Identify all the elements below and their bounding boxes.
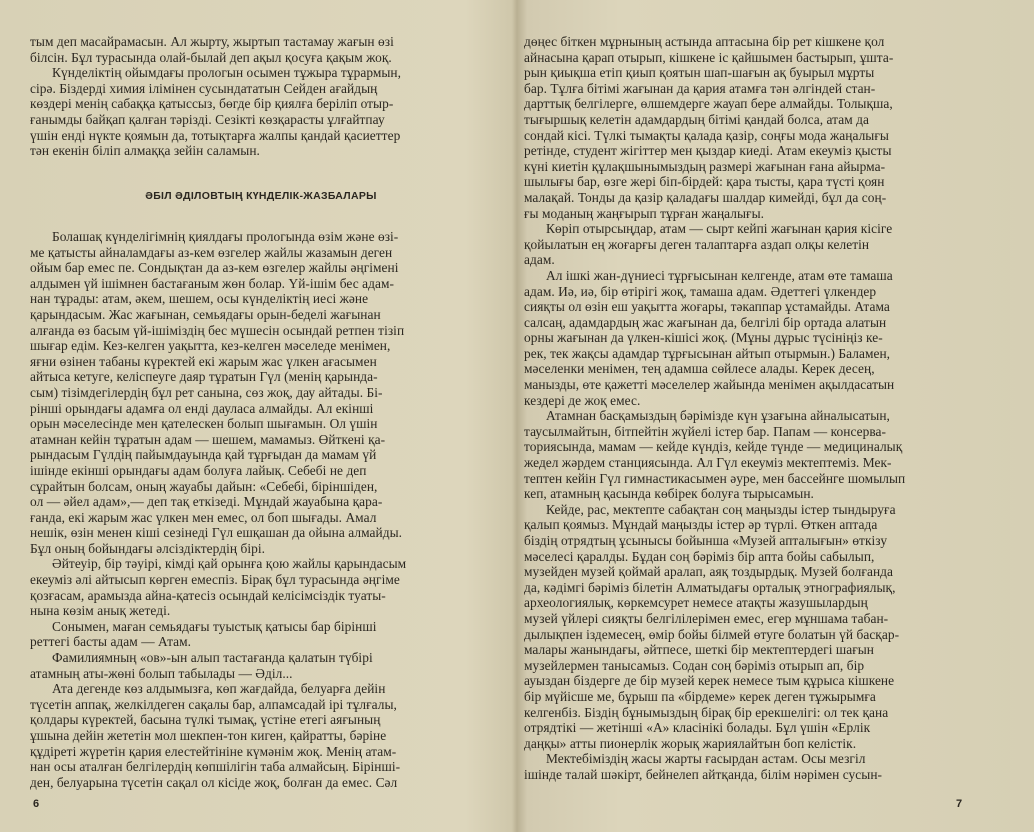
paragraph: Әйтеуір, бір тәуірі, кімді қай орынға қою жайлы қарындасым екеуміз әлі айтысып көрген емеспіз. Бірақ бұл турасында әңгіме қозғасам, арамызда айна-қатесіз осындай келісімсіздік туаты- нына көзім анық жетеді. [30,556,407,619]
left-body [30,229,492,790]
paragraph: Фамилиямның «ов»-ын алып тастағанда қалатын түбірі атамның аты-жөні болып табылады — Әділ... [30,650,373,681]
paragraph: дөңес біткен мұрнының астында аптасына бір рет кішкене қол айнасына қарап отырып, кішкене іс қайшымен бастырып, ұшта- рын қиықша етіп қиып қоятын шап-шағын ақ буырыл мұрты бар. Тұлға бітімі жағынан да қария атамға тән әлгіндей стан- дарттық белгілерге, өлшемдерге жауап бере алмайды. Толықша, тығыршық келетін адамдардың бітімі қандай болса, атам да сондай кісі. Түлкі тымақты қалада қазір, соңғы мода жаңалығы ретінде, студент жігіттер мен қыздар киеді. Атам екеуміз қысты күні киетін құлақшынымыздың размері жағынан ғана айырма- шылығы бар, өзге жері біп-бірдей: қара тысты, қара түсті қоян малақай. Тонды да қазір қаладағы шалдар кимейді, бұл да соң- ғы моданың жаңғырып тұрған жаңалығы. [524,34,894,221]
right-body [524,34,1026,783]
paragraph: Атамнан басқамыздың бәрімізде күн ұзағына айналысатын, таусылмайтын, бітпейтін жүйелі істер бар. Папам — консерва- ториясында, мамам — кейде күндіз, кейде түнде — медициналық жедел жәрдем станциясында. Ал Гүл екеуміз мектептеміз. Мек- тептен кейін Гүл гимнастикасымен әуре, мен бассейнге шомылып кеп, атамның қасында көбірек болуға тырысамын. [524,408,906,502]
paragraph: Сонымен, маған семьядағы туыстық қатысы бар біріншi реттегі басты адам — Атам. [30,618,377,650]
paragraph: тым деп масайрамасын. Ал жырту, жыртып тастамау жағын өзі білсін. Бұл турасында олай-былай деп ақыл қосуға қақым жоқ. [30,34,394,65]
paragraph: Ата дегенде көз алдымызға, көп жағдайда, белуарға дейін түсетін аппақ, желкілдеген сақалы бар, алпамсадай ірі тұлғалы, қолдары күректей, басына түлкі тымақ, үстіне етегі аяғының ұшына дейін жететін мол шекпен-тон киген, қайратты, бәріне құдіреті жүретін қария елестейтініне күмәнім жоқ. Менің атам- нан осы аталған белгілердің көпшілігін таба алмайсың. Біріншi- ден, белуарына түсетін сақал ол кісіде жоқ, болған да емес. Сәл [30,681,401,790]
left-intro [30,34,492,159]
right-page [516,0,1034,832]
left-page [0,0,510,832]
section-heading: ӘБІЛ ӘДІЛОВТЫҢ КҮНДЕЛІК-ЖАЗБАЛАРЫ [145,190,377,202]
paragraph: Ал ішкі жан-дүниесі тұрғысынан келгенде, атам өте тамаша адам. Иә, иә, бір өтірігі жоқ, тамаша адам. Әдеттегі үлкендер сияқты ол өзін еш уақытта жоғары, тәкаппар ұстамайды. Атама салсаң, адамдардың жас жағынан да, белгілі бір ортада алатын орны жағынан да үлкен-кішісі жоқ. (Мұны дұрыс түсініңіз ке- рек, тек жақсы адамдар тұрғысынан айтып отырмын.) Баламен, мәселенки менімен, тең адамша сөйлесе алады. Керек десең, манызды, өте қажетті мәселелер жайында менімен ақылдасатын кездері де жоқ емес. [524,267,895,408]
page-number: 6 [33,798,40,810]
paragraph: Кейде, рас, мектепте сабақтан соң маңызды істер тындыруға қалып қоямыз. Мұндай маңызды істер әр түрлі. Өткен аптада біздің отрядтың ұсынысы бойынша «Музей апталығын» өткізу мәселесі қаралды. Бұдан соң бәріміз бір апта бойы сабылып, музейден музей қоймай аралап, аяқ тоздырдық. Музей болғанда да, кәдімгі бәріміз білетін Алматыдағы орталық этнографиялық, археологиялық, көркемсурет немесе атақты жазушылардың музей үйлері сияқты белгілілерімен емес, егер мұншама табан- дылықпен іздемесең, өмір бойы білмей өтуге болатын үй басқар- малары жанындағы, әйтпесе, шеткі бір мектептердегі шағын музейлермен танысамыз. Содан соң бәріміз отырып ап, бір ауыздан біздерге де бір музей керек немесе тым құрыса кішкене бір мүйісше ме, бұрыш па «бірдеме» керек деген тұжырымға келгенбіз. Біздің бұнымыздың бірақ бір ерекшелігі: ол тек қана отрядтікі — жетінші «А» класінікі болады. Бұл үшін «Ерлік даңқы» атты пионерлік жорық жариялайтын боп келістік. [524,501,900,751]
paragraph: Болашақ күнделігімнің қиялдағы прологында өзім және өзі- ме қатысты айналамдағы аз-кем өзгелер жайлы жазамын деген ойым бар емес пе. Сондықтан да аз-кем өзгелер жайлы әңгімені алдымен үй ішімнен бастағаным жөн болар. Үй-ішім бес адам- нан тұрады: атам, әкем, шешем, осы күнделіктің иесі және қарындасым. Жас жағынан, семьядағы орын-беделі жағынан алғанда өз басым үй-ішіміздің бес мүшесін осындай ретпен тізіп шығар едім. Кез-келген уақытта, кез-келген мәселеде менімен, яғни өзінен табаны күректей екі жарым жас үлкен ағасымен айтыса кетуге, келіспеуге даяр тұратын Гүл (менің қарында- сым) тізімдегілердің бұл рет санына, сөз жоқ, дау айтады. Бі- рінші орындағы адамға ол енді дауласа алмайды. Ал екінші орын мәселесінде мен қателескен болып шығамын. Ол үшін атамнан кейін тұратын адам — шешем, мамамыз. Өйткені қа- рындасым Гүлдің пайымдауында қай тұрғыдан да мамам үй ішінде екінші орындағы адам болуға лайық. Себебі не деп сұрайтын болсам, оның жауабы дайын: «Себебі, біріншіден, ол — әйел адам»,— деп тақ еткізеді. Мұндай жауабына қара- ғанда, екі жарым жас үлкен мен емес, ол боп шығады. Амал нешік, өзін менен кіші сезінеді Гүл ешқашан да ойына алмайды. Бұл оның бойындағы әлсіздіктердің бірі. [30,229,405,556]
paragraph: Күнделіктің ойымдағы прологын осымен тұжыра тұрармын, сірә. Біздерді химия ілімінен сусындататын Сейден ағайдың көздері менің сабаққа қатыссыз, бөгде бір қиялға беріліп отыр- ғанымды байқап қалған тәрізді. Сезікті көзқарасты ұлғайтпау үшін енді нүкте қоямын да, тотықтарға жалпы қандай қасиеттер тән екенін біліп алмаққа зейін саламын. [30,65,402,159]
paragraph: Көріп отырсыңдар, атам — сырт кейпі жағынан қария кісіге қойылатын ең жоғарғы деген талаптарға аздап олқы келетін адам. [524,221,893,268]
page-number: 7 [956,798,963,810]
paragraph: Мектебіміздің жасы жарты ғасырдан астам. Осы мезгіл ішінде талай шәкірт, бейнелеп айтқанда, білім нәрімен сусын- [524,751,883,782]
